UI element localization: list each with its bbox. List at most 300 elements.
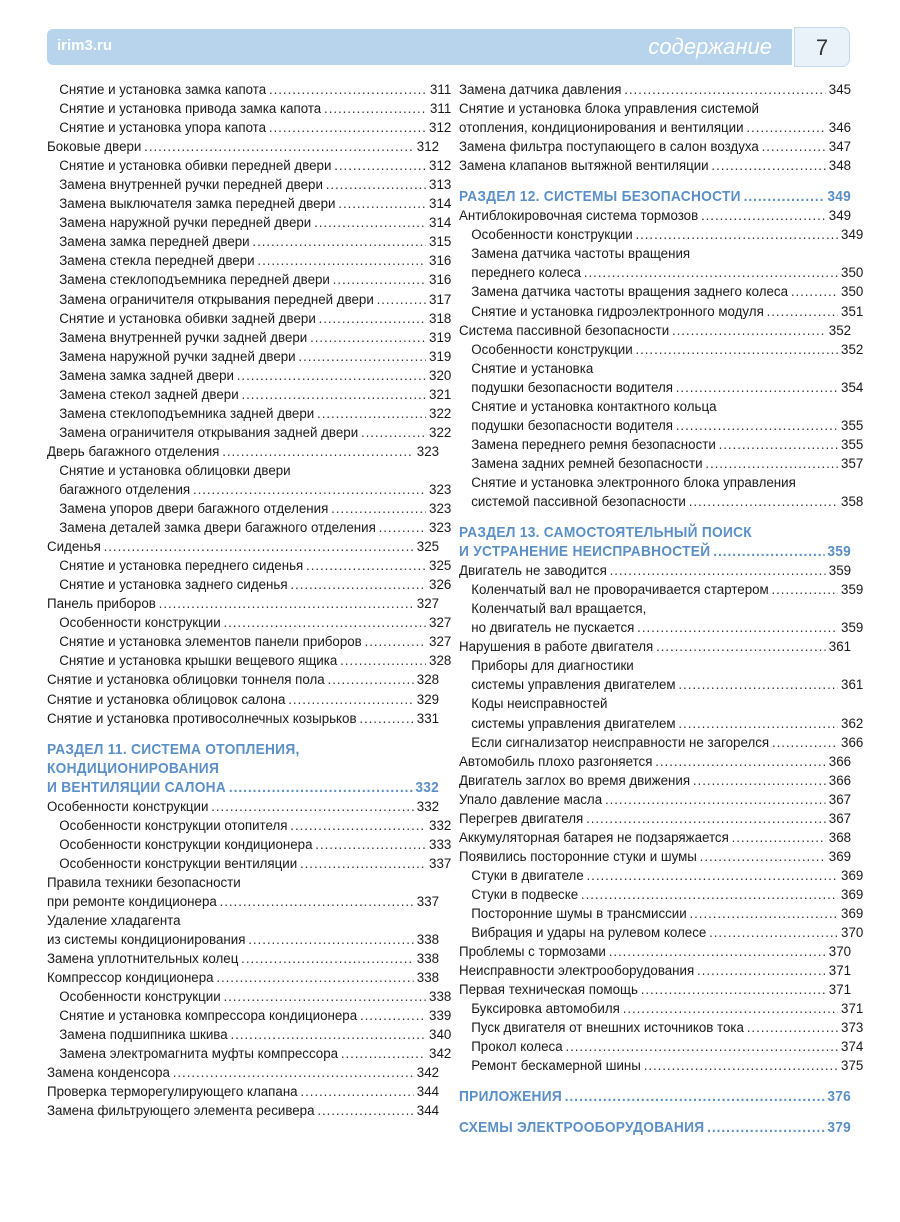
dot-leader: [610, 562, 826, 581]
section-gap: [459, 1107, 851, 1119]
toc-page-number: 351: [841, 303, 864, 320]
toc-entry-title: Удаление хладагента: [47, 913, 181, 930]
dot-leader: [693, 772, 826, 791]
toc-entry-title: Посторонние шумы в трансмиссии: [471, 905, 687, 922]
dot-leader: [705, 455, 838, 474]
toc-entry: [459, 829, 851, 848]
toc-entry-title: Особенности конструкции: [471, 227, 633, 244]
toc-entry-title: Снятие и установка электронного блока управления: [471, 474, 796, 491]
dot-leader: [317, 405, 426, 424]
toc-page-number: 317: [429, 291, 452, 308]
toc-entry-title: Особенности конструкции отопителя: [59, 817, 288, 834]
toc-section-heading: [459, 543, 851, 562]
toc-entry: [459, 619, 863, 638]
toc-entry-title: Замена стекла передней двери: [59, 253, 255, 270]
toc-entry-title: Ремонт бескамерной шины: [471, 1058, 641, 1075]
toc-entry-title: Двигатель заглох во время движения: [459, 772, 691, 789]
toc-entry-title: Замена замка передней двери: [59, 234, 250, 251]
toc-entry: [47, 595, 439, 614]
dot-leader: [334, 157, 426, 176]
toc-entry: [47, 138, 439, 157]
toc-page-number: 354: [841, 379, 864, 396]
toc-entry: [47, 367, 451, 386]
toc-entry: [47, 538, 439, 557]
dot-leader: [193, 481, 426, 500]
toc-entry-title: РАЗДЕЛ 13. САМОСТОЯТЕЛЬНЫЙ ПОИСК: [459, 525, 752, 542]
toc-entry-title: Замена электромагнита муфты компрессора: [59, 1046, 339, 1063]
toc-entry: [47, 443, 439, 462]
dot-leader: [223, 988, 426, 1007]
toc-entry: [459, 791, 851, 810]
dot-leader: [314, 214, 426, 233]
toc-entry-title: Снятие и установка крышки вещевого ящика: [59, 653, 338, 670]
toc-entry-title: Замена внутренней ручки задней двери: [59, 329, 308, 346]
toc-page-number: 359: [841, 582, 864, 599]
toc-entry-title: Прокол колеса: [471, 1039, 563, 1056]
dot-leader: [762, 138, 826, 157]
dot-leader: [252, 233, 426, 252]
toc-entry-title: Замена стеклоподъемника задней двери: [59, 405, 315, 422]
toc-section-heading: [47, 779, 439, 798]
toc-entry-title: Перегрев двигателя: [459, 810, 584, 827]
toc-page-number: 311: [430, 82, 452, 98]
dot-leader: [241, 386, 426, 405]
dot-leader: [216, 969, 414, 988]
toc-entry: [459, 638, 851, 657]
toc-entry: [459, 734, 863, 753]
toc-section-heading: [47, 741, 439, 760]
toc-entry-title: но двигатель не пускается: [471, 620, 635, 637]
toc-entry: [459, 600, 863, 619]
toc-entry: [459, 245, 863, 264]
toc-entry: [47, 424, 451, 443]
toc-entry-title: Если сигнализатор неисправности не загорелся: [471, 734, 770, 751]
dot-leader: [365, 633, 427, 652]
dot-leader: [360, 1007, 426, 1026]
toc-page-number: 315: [429, 234, 452, 251]
toc-entry: [459, 695, 863, 714]
toc-page-number: 337: [416, 893, 440, 910]
toc-entry: [459, 283, 863, 302]
toc-page-number: 313: [429, 177, 452, 194]
toc-entry: [47, 836, 451, 855]
toc-entry: [47, 988, 451, 1007]
dot-leader: [637, 619, 838, 638]
dot-leader: [581, 886, 838, 905]
toc-page-number: 316: [429, 253, 452, 270]
toc-page-number: 369: [841, 905, 864, 922]
toc-entry-title: Снятие и установка компрессора кондиционера: [59, 1008, 358, 1025]
dot-leader: [586, 810, 826, 829]
toc-entry-title: системы управления двигателем: [471, 715, 676, 732]
dot-leader: [379, 519, 427, 538]
toc-entry: [47, 1064, 439, 1083]
toc-entry-title: Особенности конструкции: [47, 798, 209, 815]
toc-entry: [47, 291, 451, 310]
dot-leader: [290, 576, 426, 595]
dot-leader: [744, 188, 825, 207]
toc-entry-title: Пуск двигателя от внешних источников тока: [471, 1020, 744, 1037]
dot-leader: [678, 676, 838, 695]
toc-section-heading: [47, 760, 439, 779]
toc-entry-title: Компрессор кондиционера: [47, 970, 214, 987]
toc-section-heading: [459, 1119, 851, 1138]
toc-page-number: 369: [841, 867, 864, 884]
toc-page-number: 322: [429, 424, 452, 441]
dot-leader: [248, 931, 414, 950]
dot-leader: [791, 283, 838, 302]
toc-entry-title: Антиблокировочная система тормозов: [459, 208, 699, 225]
toc-entry-title: Замена замка задней двери: [59, 367, 234, 384]
dot-leader: [298, 348, 426, 367]
toc-page-number: 333: [429, 836, 452, 853]
toc-section-heading: [459, 188, 851, 207]
toc-entry-title: Проблемы с тормозами: [459, 944, 606, 961]
toc-page-number: 348: [828, 158, 852, 175]
toc-page-number: 366: [828, 753, 852, 770]
toc-page-number: 338: [416, 970, 440, 987]
section-title: содержание: [648, 34, 772, 59]
toc-page-number: 352: [841, 341, 864, 358]
toc-entry-title: Замена деталей замка двери багажного отделения: [59, 520, 376, 537]
dot-leader: [635, 226, 838, 245]
dot-leader: [326, 176, 426, 195]
dot-leader: [644, 1057, 839, 1076]
dot-leader: [300, 855, 426, 874]
toc-entry-title: Снятие и установка обивки передней двери: [59, 158, 332, 175]
dot-leader: [328, 671, 414, 690]
dot-leader: [173, 1064, 414, 1083]
toc-entry-title: Замена фильтрующего элемента ресивера: [47, 1103, 315, 1120]
toc-section-heading: [459, 1088, 851, 1107]
toc-page-number: 349: [841, 227, 864, 244]
toc-page-number: 312: [416, 139, 440, 156]
toc-page-number: 328: [416, 672, 440, 689]
toc-page-number: 314: [429, 215, 452, 232]
dot-leader: [144, 138, 414, 157]
toc-entry: [47, 1007, 451, 1026]
toc-entry-title: Замена ограничителя открывания передней двери: [59, 291, 374, 308]
toc-entry-title: Буксировка автомобиля: [471, 1001, 620, 1018]
dot-leader: [713, 543, 824, 562]
toc-entry: [47, 176, 451, 195]
toc-page-number: 323: [429, 501, 452, 518]
toc-page-number: 342: [416, 1065, 440, 1082]
dot-leader: [306, 557, 426, 576]
toc-entry: [459, 924, 863, 943]
toc-entry: [459, 1057, 863, 1076]
dot-leader: [565, 1038, 838, 1057]
toc-entry: [459, 157, 851, 176]
toc-page-number: 318: [429, 310, 452, 327]
dot-leader: [230, 1026, 426, 1045]
dot-leader: [315, 836, 426, 855]
toc-entry: [47, 671, 439, 690]
toc-entry-title: Особенности конструкции вентиляции: [59, 855, 298, 872]
dot-leader: [159, 595, 414, 614]
toc-entry-title: Замена ограничителя открывания задней двери: [59, 424, 359, 441]
toc-entry-title: Замена датчика частоты вращения: [471, 246, 691, 263]
toc-entry: [459, 100, 851, 119]
toc-entry-title: Замена стеклоподъемника передней двери: [59, 272, 330, 289]
toc-entry-title: И ВЕНТИЛЯЦИИ САЛОНА: [47, 779, 227, 796]
toc-entry: [459, 474, 863, 493]
dot-leader: [377, 291, 427, 310]
toc-entry: [47, 329, 451, 348]
toc-page-number: 373: [841, 1020, 864, 1037]
dot-leader: [211, 798, 414, 817]
toc-page-number: 323: [429, 481, 452, 498]
toc-entry: [47, 969, 439, 988]
dot-leader: [269, 119, 426, 138]
toc-entry-title: Замена наружной ручки задней двери: [59, 348, 296, 365]
toc-entry-title: из системы кондиционирования: [47, 932, 246, 949]
toc-entry: [47, 950, 439, 969]
site-label: irim3.ru: [57, 37, 113, 54]
toc-page-number: 312: [429, 158, 452, 175]
toc-entry: [47, 462, 451, 481]
dot-leader: [605, 791, 826, 810]
toc-page-number: 329: [416, 691, 440, 708]
toc-entry: [47, 1102, 439, 1121]
toc-page-number: 366: [828, 772, 852, 789]
toc-entry: [459, 905, 863, 924]
toc-entry-title: ПРИЛОЖЕНИЯ: [459, 1089, 562, 1106]
toc-page-number: 326: [429, 577, 452, 594]
toc-entry-title: подушки безопасности водителя: [471, 417, 673, 434]
toc-entry-title: Особенности конструкции: [59, 615, 221, 632]
toc-entry-title: Двигатель не заводится: [459, 563, 607, 580]
toc-entry-title: Аккумуляторная батарея не подзаряжается: [459, 829, 729, 846]
toc-page-number: 359: [841, 620, 864, 637]
toc-entry: [47, 119, 451, 138]
dot-leader: [290, 817, 426, 836]
dot-leader: [767, 303, 839, 322]
toc-page-number: 325: [416, 539, 440, 556]
toc-page-number: 370: [841, 925, 864, 942]
dot-leader: [269, 81, 427, 100]
toc-entry-title: Замена уплотнительных колец: [47, 951, 239, 968]
toc-entry-title: Замена клапанов вытяжной вентиляции: [459, 158, 709, 175]
toc-page-number: 379: [827, 1120, 852, 1137]
toc-entry: [47, 519, 451, 538]
toc-entry-title: при ремонте кондиционера: [47, 893, 217, 910]
toc-page-number: 332: [416, 798, 440, 815]
toc-entry-title: КОНДИЦИОНИРОВАНИЯ: [47, 760, 220, 777]
toc-entry-title: Появились посторонние стуки и шумы: [459, 848, 697, 865]
toc-entry-title: Неисправности электрооборудования: [459, 963, 695, 980]
toc-entry-title: Снятие и установка противосолнечных козырьков: [47, 710, 357, 727]
toc-entry-title: Снятие и установка облицовок салона: [47, 691, 286, 708]
toc-page-number: 323: [429, 520, 452, 537]
toc-entry: [47, 310, 451, 329]
dot-leader: [655, 753, 826, 772]
toc-page-number: 368: [828, 829, 852, 846]
toc-page-number: 367: [828, 810, 852, 827]
toc-page-number: 332: [415, 779, 440, 796]
toc-page-number: 350: [841, 284, 864, 301]
toc-entry-title: Замена датчика давления: [459, 82, 622, 98]
toc-entry: [47, 931, 439, 950]
toc-page-number: 371: [841, 1001, 864, 1018]
dot-leader: [701, 207, 826, 226]
toc-entry: [459, 303, 863, 322]
toc-page-number: 338: [416, 951, 440, 968]
toc-page-number: 314: [429, 196, 452, 213]
dot-leader: [220, 893, 414, 912]
toc-page-number: 346: [828, 120, 852, 137]
dot-leader: [772, 734, 838, 753]
toc-entry-title: РАЗДЕЛ 11. СИСТЕМА ОТОПЛЕНИЯ,: [47, 741, 300, 758]
toc-page-number: 361: [828, 639, 852, 656]
toc-entry: [47, 1083, 439, 1102]
toc-page-number: 322: [429, 405, 452, 422]
toc-page-number: 321: [429, 386, 452, 403]
toc-entry-title: Коленчатый вал вращается,: [471, 601, 647, 618]
toc-entry: [47, 500, 451, 519]
page-number-box: [794, 27, 850, 67]
toc-entry: [47, 214, 451, 233]
toc-entry: [459, 867, 863, 886]
toc-entry: [459, 676, 863, 695]
toc-entry: [459, 341, 863, 360]
dot-leader: [300, 1083, 414, 1102]
toc-entry-title: переднего колеса: [471, 265, 582, 282]
toc-page-number: 332: [429, 817, 452, 834]
dot-leader: [359, 710, 414, 729]
toc-page-number: 367: [828, 791, 852, 808]
dot-leader: [241, 950, 414, 969]
toc-entry-title: Правила техники безопасности: [47, 874, 241, 891]
section-gap: [47, 729, 439, 741]
toc-entry: [47, 252, 451, 271]
toc-entry: [47, 1045, 451, 1064]
toc-entry-title: Замена упоров двери багажного отделения: [59, 501, 329, 518]
toc-entry: [47, 614, 451, 633]
toc-entry: [47, 798, 439, 817]
toc-entry-title: Особенности конструкции кондиционера: [59, 836, 313, 853]
toc-page-number: 349: [828, 208, 852, 225]
dot-leader: [672, 322, 826, 341]
dot-leader: [338, 195, 426, 214]
dot-leader: [624, 81, 826, 100]
toc-entry: [459, 264, 863, 283]
toc-column-right: [459, 81, 864, 1138]
toc-entry: [47, 405, 451, 424]
toc-entry: [47, 386, 451, 405]
toc-page-number: 342: [429, 1046, 452, 1063]
dot-leader: [689, 493, 839, 512]
toc-page-number: 328: [429, 653, 452, 670]
toc-entry-title: Проверка терморегулирующего клапана: [47, 1084, 298, 1101]
dot-leader: [237, 367, 426, 386]
dot-leader: [288, 691, 414, 710]
dot-leader: [222, 443, 414, 462]
dot-leader: [223, 614, 426, 633]
dot-leader: [747, 1019, 838, 1038]
toc-page-number: 369: [828, 848, 852, 865]
toc-entry-title: Снятие и установка привода замка капота: [59, 101, 322, 118]
toc-page-number: 375: [841, 1058, 864, 1075]
toc-entry: [47, 195, 451, 214]
toc-entry-title: Снятие и установка упора капота: [59, 120, 267, 137]
toc-entry: [459, 226, 863, 245]
dot-leader: [697, 962, 826, 981]
toc-entry: [47, 557, 451, 576]
dot-leader: [587, 867, 839, 886]
toc-page-number: 359: [828, 563, 852, 580]
dot-leader: [707, 1119, 824, 1138]
toc-page-number: 325: [429, 558, 452, 575]
toc-page-number: 320: [429, 367, 452, 384]
toc-page-number: 345: [828, 82, 852, 98]
toc-entry: [47, 81, 451, 100]
toc-entry: [459, 417, 863, 436]
dot-leader: [340, 652, 426, 671]
dot-leader: [719, 436, 839, 455]
dot-leader: [746, 119, 826, 138]
section-gap: [459, 176, 851, 188]
toc-entry-title: Снятие и установка переднего сиденья: [59, 558, 304, 575]
toc-page-number: 323: [416, 443, 440, 460]
toc-entry-title: Первая техническая помощь: [459, 982, 638, 999]
toc-entry-title: Особенности конструкции: [59, 989, 221, 1006]
toc-entry-title: Замена внутренней ручки передней двери: [59, 177, 323, 194]
toc-entry-title: отопления, кондиционирования и вентиляции: [459, 120, 744, 137]
toc-entry-title: Упало давление масла: [459, 791, 603, 808]
toc-entry-title: И УСТРАНЕНИЕ НЕИСПРАВНОСТЕЙ: [459, 544, 711, 561]
dot-leader: [656, 638, 826, 657]
toc-entry-title: Замена стекол задней двери: [59, 386, 239, 403]
toc-entry: [47, 817, 451, 836]
toc-entry: [459, 943, 851, 962]
toc-page-number: 339: [429, 1008, 452, 1025]
dot-leader: [700, 848, 826, 867]
toc-page-number: 319: [429, 329, 452, 346]
toc-entry-title: Снятие и установка: [471, 360, 594, 377]
toc-entry-title: Коленчатый вал не проворачивается стартером: [471, 582, 769, 599]
toc-page-number: 352: [828, 322, 852, 339]
toc-entry-title: Замена подшипника шкива: [59, 1027, 228, 1044]
toc-page-number: 366: [841, 734, 864, 751]
toc-entry-title: Замена выключателя замка передней двери: [59, 196, 336, 213]
dot-leader: [310, 329, 426, 348]
dot-leader: [319, 310, 427, 329]
toc-entry: [47, 271, 451, 290]
toc-entry-title: Снятие и установка гидроэлектронного модуля: [471, 303, 764, 320]
toc-entry-title: Замена датчика частоты вращения заднего колеса: [471, 284, 789, 301]
toc-page-number: 349: [827, 189, 852, 206]
toc-entry-title: Замена задних ремней безопасности: [471, 455, 703, 472]
toc-entry-title: Снятие и установка заднего сиденья: [59, 577, 288, 594]
dot-leader: [676, 417, 838, 436]
dot-leader: [341, 1045, 426, 1064]
toc-entry-title: Вибрация и удары на рулевом колесе: [471, 925, 707, 942]
toc-entry: [459, 562, 851, 581]
section-gap: [459, 512, 851, 524]
toc-entry: [459, 138, 851, 157]
toc-entry: [459, 753, 851, 772]
toc-entry: [47, 912, 439, 931]
toc-page-number: 319: [429, 348, 452, 365]
dot-leader: [584, 264, 838, 283]
toc-page-number: 362: [841, 715, 864, 732]
toc-page-number: 370: [828, 944, 852, 961]
toc-entry: [459, 207, 851, 226]
toc-entry: [47, 652, 451, 671]
toc-entry: [459, 119, 851, 138]
toc-page-number: 350: [841, 265, 864, 282]
